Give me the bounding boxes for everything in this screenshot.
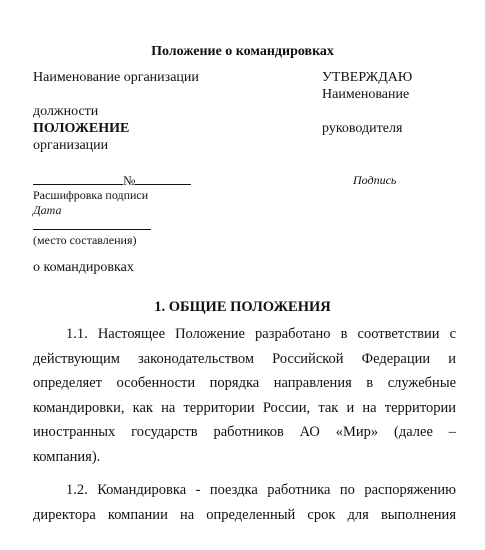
number-sign: № (123, 173, 136, 188)
paragraph-line: 1.1. Настоящее Положение разработано в соответствии с (66, 326, 456, 342)
section-title: 1. ОБЩИЕ ПОЛОЖЕНИЯ (154, 299, 331, 315)
paragraph-line: командировки, как на территории России, так и на территории (33, 399, 456, 416)
place-label: (место составления) (33, 233, 137, 247)
doc-type-label: ПОЛОЖЕНИЕ (33, 121, 130, 136)
paragraph-line: действующим законодательством Российской Федерации и (33, 350, 456, 367)
paragraph-1-2 (33, 478, 456, 527)
signature-label: Подпись (353, 173, 397, 187)
paragraph-line: компания). (33, 448, 101, 465)
paragraph-line: 1.2. Командировка - поездка работника по распоряжению (66, 482, 456, 498)
org-name-label: Наименование организации (33, 70, 199, 85)
number-date-blank (33, 173, 123, 185)
head-label: руководителя (322, 121, 403, 136)
date-label: Дата (33, 203, 62, 217)
paragraph-line: директора компании на определенный срок для выполнения (33, 506, 456, 523)
paragraph-1-1 (33, 322, 456, 469)
position-label: должности (33, 104, 99, 119)
number-blank (135, 173, 191, 185)
number-line (33, 173, 191, 189)
paragraph-line: иностранных государств работников АО «Мир» (далее – (33, 424, 456, 440)
signature-decode-label: Расшифровка подписи (33, 188, 149, 202)
place-blank-line (33, 229, 151, 230)
org-label: организации (33, 138, 109, 153)
about-label: о командировках (33, 260, 134, 275)
approver-name-label: Наименование (322, 87, 410, 102)
paragraph-line: определяет особенности порядка направления в служебные (33, 375, 456, 391)
document-title: Положение о командировках (151, 44, 334, 59)
approve-label: УТВЕРЖДАЮ (322, 70, 413, 85)
